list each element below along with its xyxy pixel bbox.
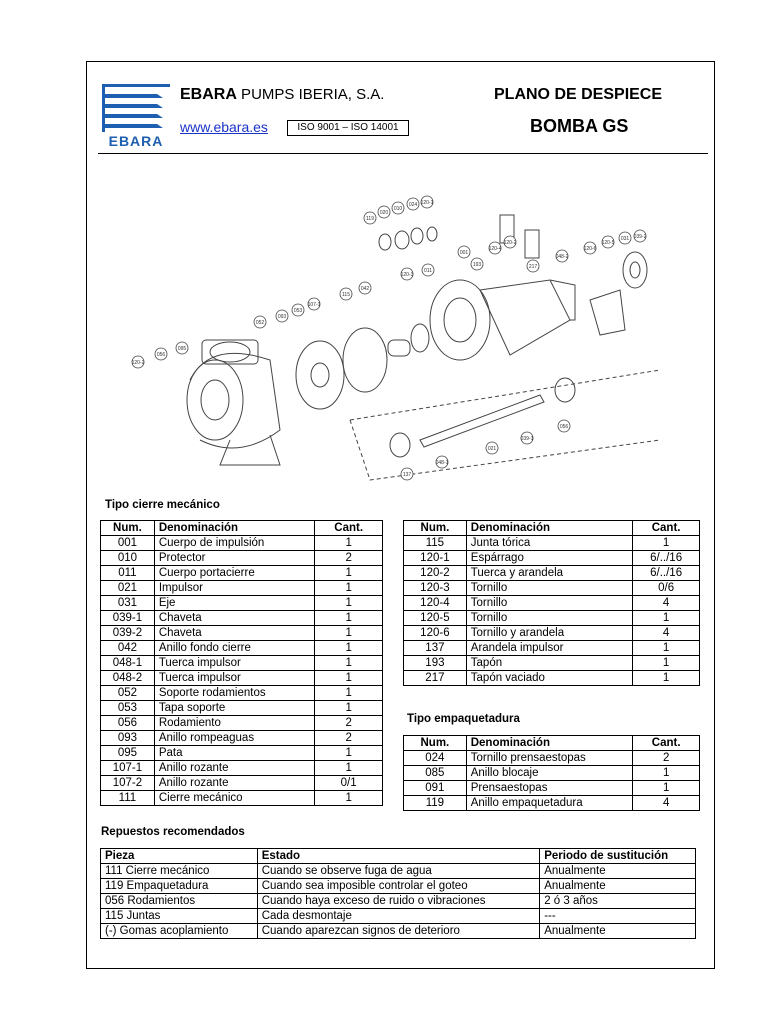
svg-text:120-6: 120-6 bbox=[583, 246, 597, 252]
table-cell: 091 bbox=[404, 781, 467, 796]
table-cell: 137 bbox=[404, 641, 467, 656]
table-cell: 1 bbox=[315, 791, 383, 806]
table-cell: 2 ó 3 años bbox=[540, 894, 696, 909]
table-row bbox=[101, 746, 383, 761]
svg-text:056: 056 bbox=[156, 352, 166, 358]
table-cell: 048-1 bbox=[101, 656, 155, 671]
svg-text:120-2: 120-2 bbox=[131, 360, 145, 366]
svg-text:120-3: 120-3 bbox=[400, 272, 414, 278]
table-row bbox=[404, 641, 700, 656]
table-cell: Espárrago bbox=[466, 551, 632, 566]
table-row bbox=[101, 581, 383, 596]
table-cell: Cuando haya exceso de ruido o vibraciones bbox=[257, 894, 539, 909]
table-cell: 1 bbox=[315, 581, 383, 596]
table-cell: 111 bbox=[101, 791, 155, 806]
col-estado: Estado bbox=[257, 849, 539, 864]
table-cell: 1 bbox=[633, 766, 700, 781]
table-cell: 1 bbox=[315, 746, 383, 761]
table-cell: 1 bbox=[315, 641, 383, 656]
table-cell: 1 bbox=[633, 781, 700, 796]
table-cell: 039-2 bbox=[101, 626, 155, 641]
table-cell: Rodamiento bbox=[154, 716, 315, 731]
table-row bbox=[404, 626, 700, 641]
table-cell: (-) Gomas acoplamiento bbox=[101, 924, 258, 939]
svg-text:053: 053 bbox=[293, 308, 303, 314]
svg-text:120-4: 120-4 bbox=[488, 246, 502, 252]
table-cell: Chaveta bbox=[154, 626, 315, 641]
col-cant: Cant. bbox=[633, 521, 700, 536]
table-cell: Tornillo bbox=[466, 596, 632, 611]
svg-text:039-1: 039-1 bbox=[520, 436, 534, 442]
table-cell: Chaveta bbox=[154, 611, 315, 626]
table-row bbox=[101, 909, 696, 924]
table-cell: Cuerpo de impulsión bbox=[154, 536, 315, 551]
table-cell: 1 bbox=[315, 656, 383, 671]
ebara-logo bbox=[102, 84, 170, 148]
svg-text:193: 193 bbox=[472, 262, 482, 268]
table-cell: 1 bbox=[633, 611, 700, 626]
table-cell: Tornillo bbox=[466, 611, 632, 626]
table-row bbox=[101, 701, 383, 716]
table-row bbox=[101, 596, 383, 611]
table-cell: Protector bbox=[154, 551, 315, 566]
table-cell: 4 bbox=[633, 796, 700, 811]
svg-text:120-1: 120-1 bbox=[420, 200, 434, 206]
table-cell: 093 bbox=[101, 731, 155, 746]
table-row bbox=[101, 864, 696, 879]
table-cell: 042 bbox=[101, 641, 155, 656]
table-cell: 1 bbox=[315, 566, 383, 581]
table-cell: Anillo blocaje bbox=[466, 766, 633, 781]
iso-badge: ISO 9001 – ISO 14001 bbox=[287, 120, 409, 136]
table-cell: 1 bbox=[633, 656, 700, 671]
table-cell: 6/../16 bbox=[633, 551, 700, 566]
col-num: Num. bbox=[404, 521, 467, 536]
table-cell: 120-4 bbox=[404, 596, 467, 611]
svg-text:020: 020 bbox=[379, 210, 389, 216]
svg-text:EBARA: EBARA bbox=[108, 133, 164, 148]
table-row bbox=[404, 766, 700, 781]
svg-text:056: 056 bbox=[559, 424, 569, 430]
table-cell: 0/6 bbox=[633, 581, 700, 596]
table-row bbox=[404, 656, 700, 671]
table-cell: 120-1 bbox=[404, 551, 467, 566]
table-cell: Impulsor bbox=[154, 581, 315, 596]
table-cell: Tapón bbox=[466, 656, 632, 671]
table-cell: Arandela impulsor bbox=[466, 641, 632, 656]
table-cell: 1 bbox=[315, 686, 383, 701]
svg-text:001: 001 bbox=[459, 250, 469, 256]
svg-text:217: 217 bbox=[528, 264, 538, 270]
table-cell: Anillo rozante bbox=[154, 776, 315, 791]
table-cell: 024 bbox=[404, 751, 467, 766]
table-cell: 1 bbox=[633, 536, 700, 551]
table-cell: 111 Cierre mecánico bbox=[101, 864, 258, 879]
table-cell: 107-1 bbox=[101, 761, 155, 776]
col-pieza: Pieza bbox=[101, 849, 258, 864]
table-cell: Tuerca impulsor bbox=[154, 671, 315, 686]
svg-text:011: 011 bbox=[424, 268, 432, 274]
table-row bbox=[404, 796, 700, 811]
table-row bbox=[101, 566, 383, 581]
table-cell: 0/1 bbox=[315, 776, 383, 791]
table-cell: Pata bbox=[154, 746, 315, 761]
table-row bbox=[101, 551, 383, 566]
table-row bbox=[101, 879, 696, 894]
svg-text:010: 010 bbox=[393, 206, 403, 212]
table-cell: Anualmente bbox=[540, 879, 696, 894]
table-cell: Soporte rodamientos bbox=[154, 686, 315, 701]
svg-text:024: 024 bbox=[408, 202, 418, 208]
table-row bbox=[101, 761, 383, 776]
svg-text:048-1: 048-1 bbox=[435, 460, 449, 466]
mech-seal-label: Tipo cierre mecánico bbox=[105, 499, 220, 511]
col-denominacion: Denominación bbox=[466, 736, 633, 751]
svg-text:042: 042 bbox=[360, 286, 370, 292]
table-cell: 010 bbox=[101, 551, 155, 566]
table-cell: 2 bbox=[633, 751, 700, 766]
table-row bbox=[404, 551, 700, 566]
table-row bbox=[101, 716, 383, 731]
svg-text:052: 052 bbox=[255, 320, 265, 326]
col-num: Num. bbox=[101, 521, 155, 536]
table-row bbox=[101, 924, 696, 939]
col-num: Num. bbox=[404, 736, 467, 751]
table-cell: --- bbox=[540, 909, 696, 924]
parts-table-left bbox=[100, 520, 383, 806]
table-cell: 031 bbox=[101, 596, 155, 611]
table-row bbox=[404, 566, 700, 581]
table-cell: Cierre mecánico bbox=[154, 791, 315, 806]
table-cell: 2 bbox=[315, 551, 383, 566]
table-row bbox=[101, 686, 383, 701]
table-row bbox=[101, 626, 383, 641]
table-row bbox=[404, 781, 700, 796]
table-cell: 001 bbox=[101, 536, 155, 551]
table-cell: Anillo fondo cierre bbox=[154, 641, 315, 656]
svg-text:137: 137 bbox=[402, 472, 412, 478]
table-row bbox=[404, 611, 700, 626]
table-row bbox=[101, 791, 383, 806]
website-link[interactable]: www.ebara.es bbox=[180, 119, 268, 135]
table-cell: 115 bbox=[404, 536, 467, 551]
table-row bbox=[101, 641, 383, 656]
table-row bbox=[101, 671, 383, 686]
table-cell: 119 Empaquetadura bbox=[101, 879, 258, 894]
table-cell: 1 bbox=[633, 641, 700, 656]
col-periodo: Periodo de sustitución bbox=[540, 849, 696, 864]
table-cell: 4 bbox=[633, 596, 700, 611]
table-cell: 4 bbox=[633, 626, 700, 641]
table-cell: Anualmente bbox=[540, 864, 696, 879]
table-cell: 1 bbox=[633, 671, 700, 686]
table-cell: Anillo empaquetadura bbox=[466, 796, 633, 811]
table-cell: Cuando se observe fuga de agua bbox=[257, 864, 539, 879]
table-cell: 1 bbox=[315, 536, 383, 551]
spares-label: Repuestos recomendados bbox=[101, 826, 245, 838]
table-cell: 107-2 bbox=[101, 776, 155, 791]
col-denominacion: Denominación bbox=[466, 521, 632, 536]
table-cell: 048-2 bbox=[101, 671, 155, 686]
table-cell: Tuerca y arandela bbox=[466, 566, 632, 581]
table-cell: 115 Juntas bbox=[101, 909, 258, 924]
table-cell: 053 bbox=[101, 701, 155, 716]
table-cell: Junta tórica bbox=[466, 536, 632, 551]
table-cell: Tuerca impulsor bbox=[154, 656, 315, 671]
table-cell: 039-1 bbox=[101, 611, 155, 626]
table-cell: Cuerpo portacierre bbox=[154, 566, 315, 581]
table-cell: 056 bbox=[101, 716, 155, 731]
table-cell: 6/../16 bbox=[633, 566, 700, 581]
col-cant: Cant. bbox=[315, 521, 383, 536]
table-cell: Anillo rompeaguas bbox=[154, 731, 315, 746]
table-cell: 120-2 bbox=[404, 566, 467, 581]
svg-text:120-2: 120-2 bbox=[503, 240, 517, 246]
table-cell: Tapa soporte bbox=[154, 701, 315, 716]
table-cell: Cuando aparezcan signos de deterioro bbox=[257, 924, 539, 939]
svg-text:115: 115 bbox=[342, 292, 350, 298]
table-row bbox=[101, 656, 383, 671]
table-cell: Tornillo y arandela bbox=[466, 626, 632, 641]
parts-table-right bbox=[403, 520, 700, 686]
table-cell: 2 bbox=[315, 731, 383, 746]
table-cell: 120-3 bbox=[404, 581, 467, 596]
table-row bbox=[404, 751, 700, 766]
table-cell: Eje bbox=[154, 596, 315, 611]
document-title: PLANO DE DESPIECE bbox=[494, 86, 663, 103]
table-cell: 056 Rodamientos bbox=[101, 894, 258, 909]
table-cell: 1 bbox=[315, 611, 383, 626]
table-cell: Anillo rozante bbox=[154, 761, 315, 776]
spares-table bbox=[100, 848, 696, 939]
table-cell: Cuando sea imposible controlar el goteo bbox=[257, 879, 539, 894]
table-cell: 217 bbox=[404, 671, 467, 686]
svg-text:107-1: 107-1 bbox=[307, 302, 321, 308]
table-cell: 095 bbox=[101, 746, 155, 761]
svg-text:031: 031 bbox=[620, 236, 630, 242]
packing-table bbox=[403, 735, 700, 811]
document-subtitle: BOMBA GS bbox=[530, 116, 629, 136]
table-cell: 2 bbox=[315, 716, 383, 731]
table-row bbox=[404, 581, 700, 596]
table-cell: 120-6 bbox=[404, 626, 467, 641]
table-row bbox=[101, 731, 383, 746]
table-cell: Tornillo prensaestopas bbox=[466, 751, 633, 766]
table-row bbox=[101, 894, 696, 909]
table-cell: 021 bbox=[101, 581, 155, 596]
table-row bbox=[101, 611, 383, 626]
company-name: EBARA PUMPS IBERIA, S.A. bbox=[180, 86, 385, 103]
col-cant: Cant. bbox=[633, 736, 700, 751]
svg-text:048-2: 048-2 bbox=[555, 254, 569, 260]
table-cell: 085 bbox=[404, 766, 467, 781]
svg-text:119: 119 bbox=[366, 216, 374, 222]
col-denominacion: Denominación bbox=[154, 521, 315, 536]
table-cell: 1 bbox=[315, 761, 383, 776]
table-cell: Tapón vaciado bbox=[466, 671, 632, 686]
table-cell: Anualmente bbox=[540, 924, 696, 939]
table-cell: Prensaestopas bbox=[466, 781, 633, 796]
table-cell: 119 bbox=[404, 796, 467, 811]
table-row bbox=[404, 596, 700, 611]
table-row bbox=[404, 671, 700, 686]
svg-text:095: 095 bbox=[177, 346, 187, 352]
table-cell: 193 bbox=[404, 656, 467, 671]
table-cell: 1 bbox=[315, 701, 383, 716]
table-row bbox=[101, 536, 383, 551]
header-divider bbox=[98, 153, 708, 154]
table-row bbox=[101, 776, 383, 791]
table-cell: 1 bbox=[315, 671, 383, 686]
svg-text:120-5: 120-5 bbox=[601, 240, 615, 246]
table-cell: Tornillo bbox=[466, 581, 632, 596]
table-row bbox=[404, 536, 700, 551]
svg-text:093: 093 bbox=[277, 314, 287, 320]
table-cell: 011 bbox=[101, 566, 155, 581]
table-cell: 1 bbox=[315, 596, 383, 611]
exploded-view-drawing bbox=[120, 190, 680, 490]
packing-label: Tipo empaquetadura bbox=[407, 713, 520, 725]
svg-text:021: 021 bbox=[487, 446, 497, 452]
svg-text:039-2: 039-2 bbox=[633, 234, 647, 240]
table-cell: 120-5 bbox=[404, 611, 467, 626]
table-cell: 1 bbox=[315, 626, 383, 641]
table-cell: 052 bbox=[101, 686, 155, 701]
table-cell: Cada desmontaje bbox=[257, 909, 539, 924]
